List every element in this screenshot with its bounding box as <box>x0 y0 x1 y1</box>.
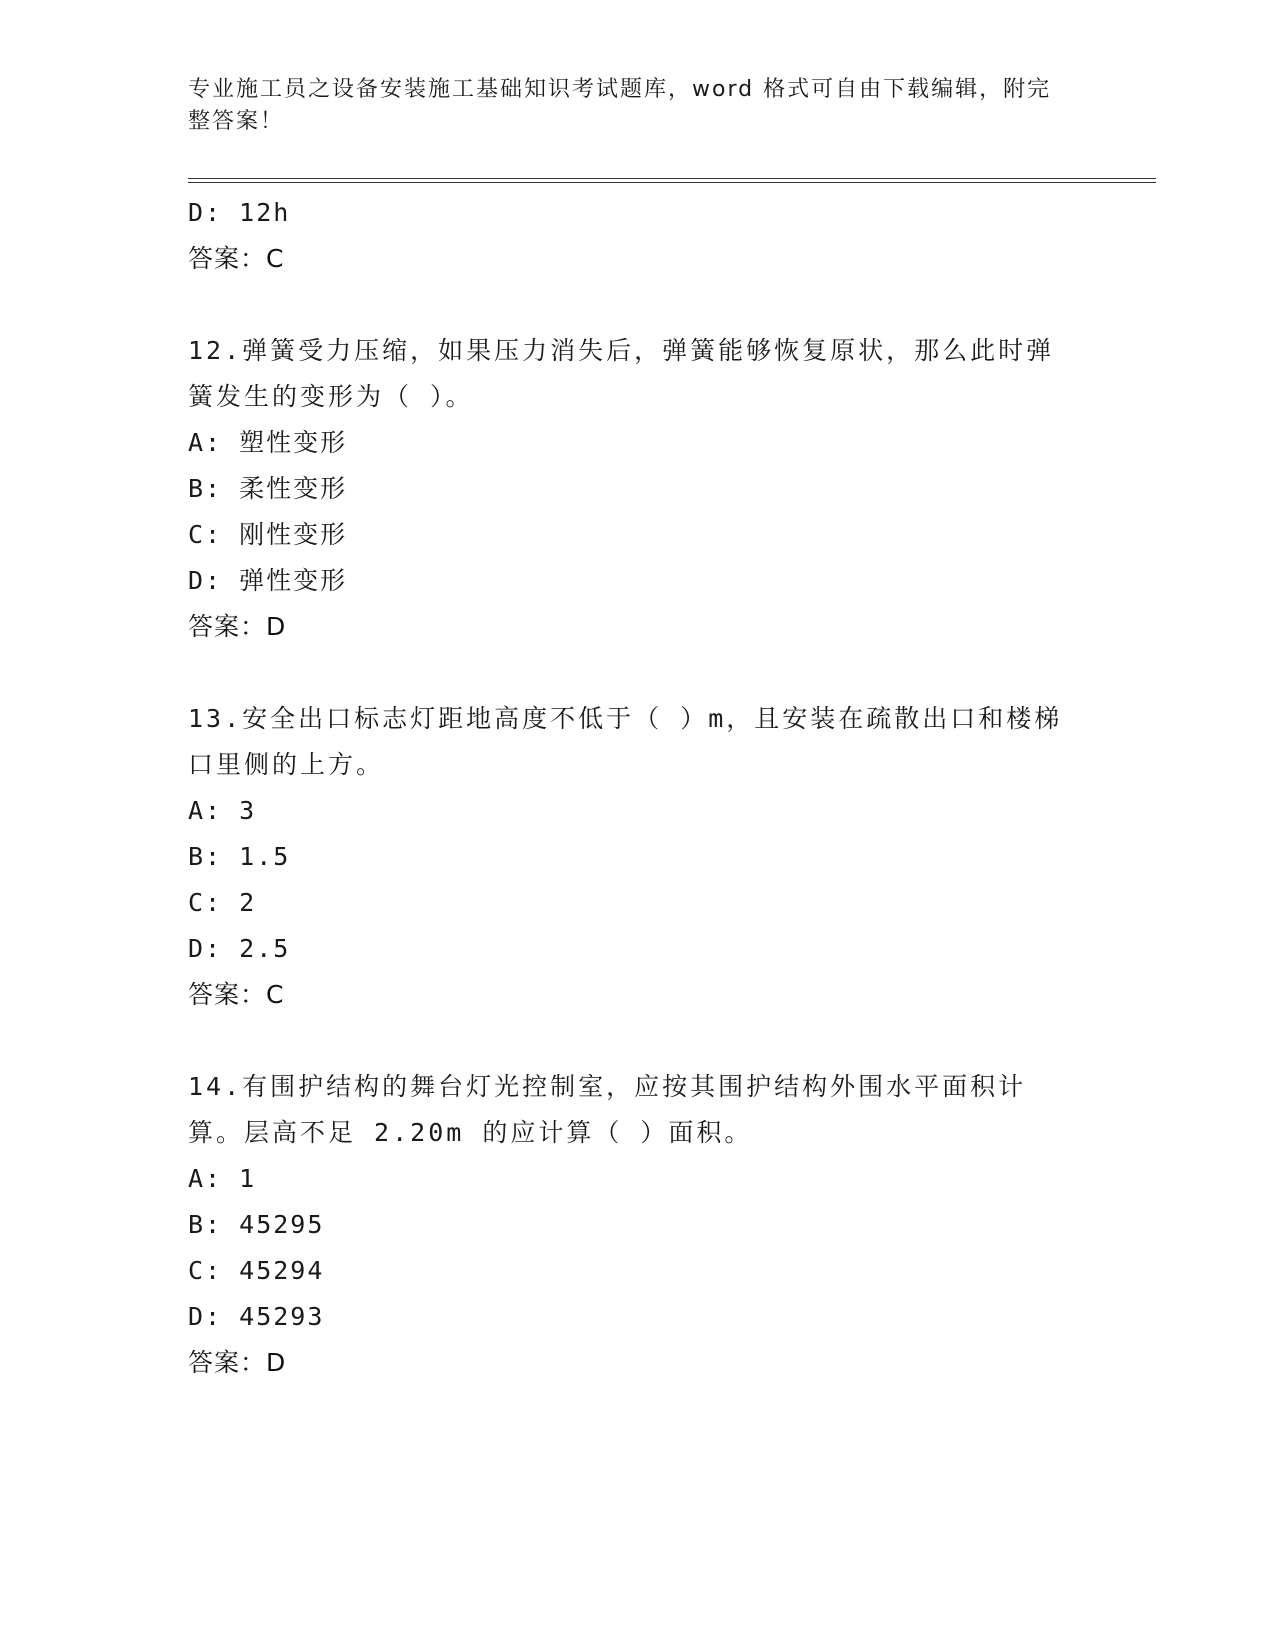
document-header <box>188 74 1068 138</box>
question-14 <box>188 1064 1088 1386</box>
option-b: B: 1.5 <box>188 842 291 871</box>
option-d: D: 45293 <box>188 1302 325 1331</box>
question-12 <box>188 328 1088 650</box>
header-divider <box>188 178 1156 183</box>
answer-line: 答案：C <box>188 244 285 273</box>
question-13 <box>188 696 1088 1018</box>
option-d: D: 12h <box>188 198 291 227</box>
question-text: 13.安全出口标志灯距地高度不低于（ ）m，且安装在疏散出口和楼梯口里侧的上方。 <box>188 704 1063 779</box>
option-a: A: 塑性变形 <box>188 428 348 457</box>
option-d: D: 弹性变形 <box>188 566 348 595</box>
option-a: A: 1 <box>188 1164 257 1193</box>
header-title: 专业施工员之设备安装施工基础知识考试题库，word 格式可自由下载编辑，附完整答案！ <box>188 77 1052 134</box>
option-a: A: 3 <box>188 796 257 825</box>
question-text: 12.弹簧受力压缩，如果压力消失后，弹簧能够恢复原状，那么此时弹簧发生的变形为（ ）。 <box>188 336 1055 411</box>
option-c: C: 刚性变形 <box>188 520 348 549</box>
option-b: B: 柔性变形 <box>188 474 348 503</box>
option-b: B: 45295 <box>188 1210 325 1239</box>
question-content <box>188 190 1088 1386</box>
option-d: D: 2.5 <box>188 934 291 963</box>
option-c: C: 45294 <box>188 1256 325 1285</box>
question-text: 14.有围护结构的舞台灯光控制室，应按其围护结构外围水平面积计算。层高不足 2.20m 的应计算（ ）面积。 <box>188 1072 1027 1147</box>
answer-line: 答案：C <box>188 980 285 1009</box>
option-c: C: 2 <box>188 888 257 917</box>
answer-line: 答案：D <box>188 1348 287 1377</box>
answer-line: 答案：D <box>188 612 287 641</box>
